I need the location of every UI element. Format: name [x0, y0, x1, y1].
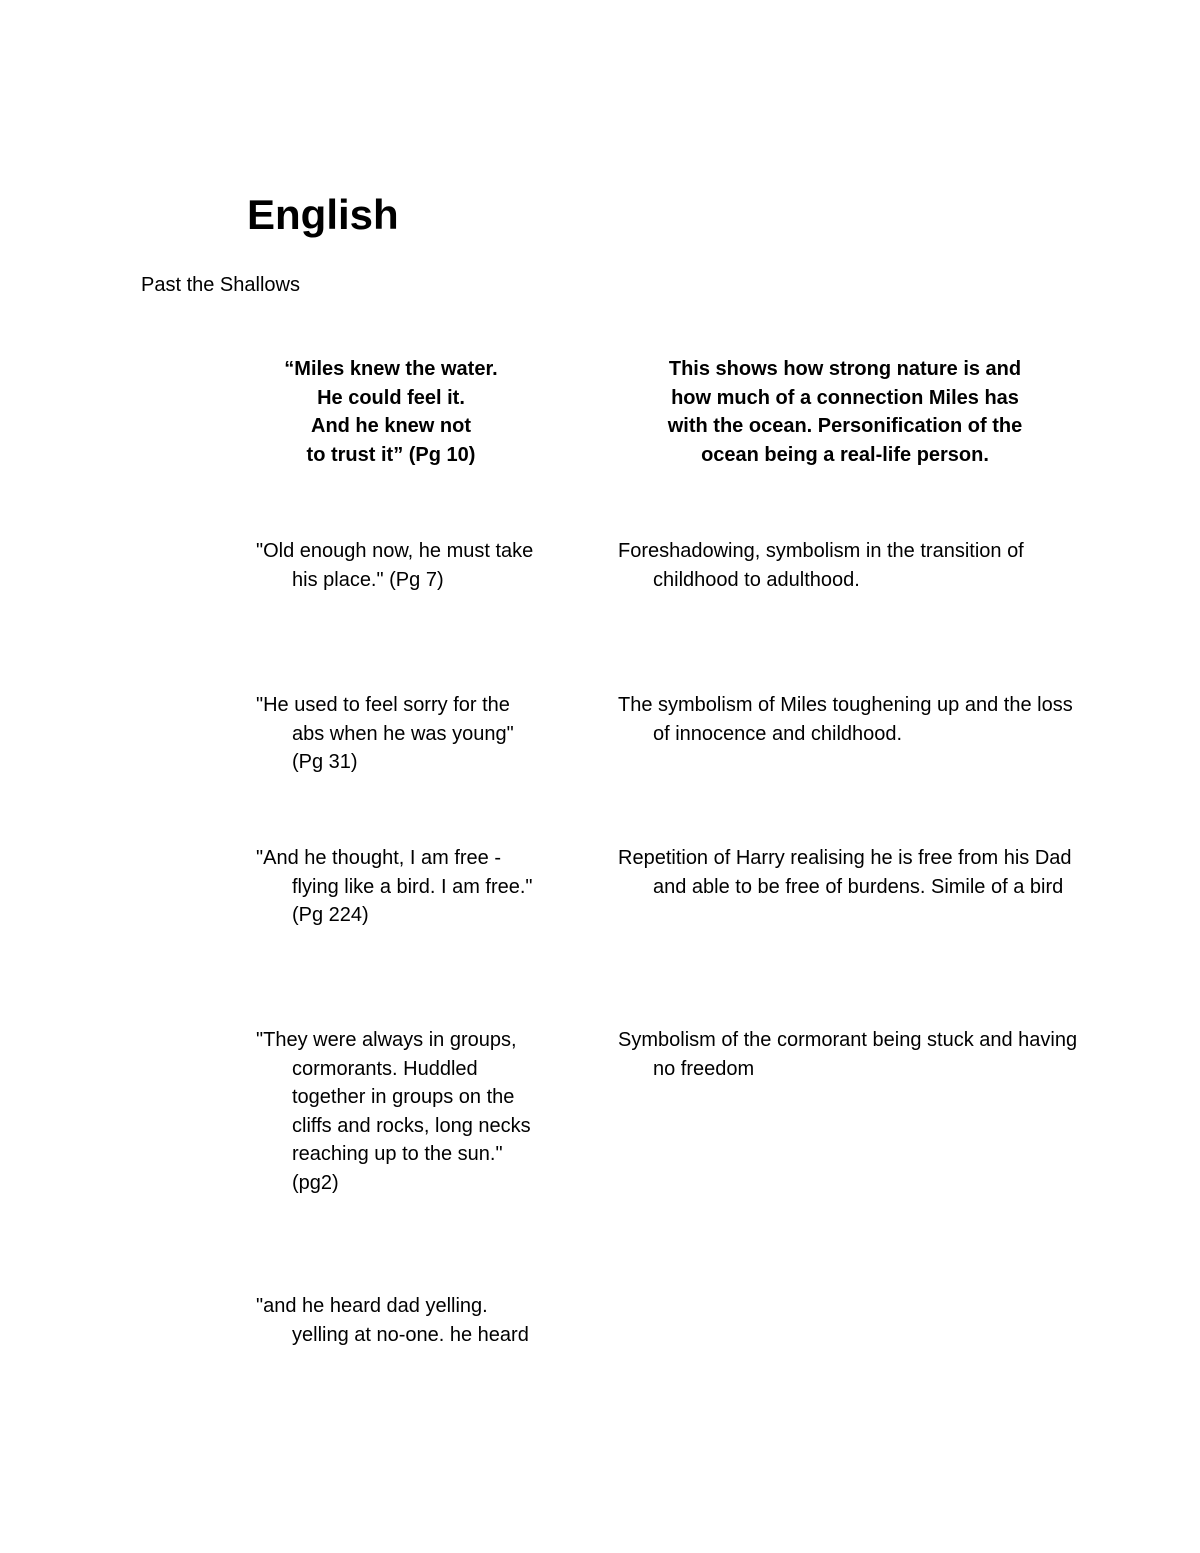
analysis-text: Repetition of Harry realising he is free from his Dad and able to be free of burdens. Simile of a bird: [618, 847, 1072, 898]
bold-quote-line: to trust it” (Pg 10): [306, 443, 476, 466]
bold-note-cell: [600, 355, 1090, 469]
quote-text: "Old enough now, he must take his place." (Pg 7): [256, 540, 534, 591]
analysis-text: Symbolism of the cormorant being stuck and having no freedom: [618, 1029, 1078, 1080]
bold-quote-cell: [256, 355, 526, 469]
analysis-text: Foreshadowing, symbolism in the transition of childhood to adulthood.: [618, 540, 1024, 591]
bold-quote-line: And he knew not: [311, 415, 471, 438]
analysis-text: The symbolism of Miles toughening up and the loss of innocence and childhood.: [618, 694, 1073, 745]
quote-text: "And he thought, I am free - flying like a bird. I am free." (Pg 224): [256, 847, 533, 927]
bold-quote-line: He could feel it.: [317, 386, 465, 409]
document-subtitle: Past the Shallows: [141, 274, 300, 296]
bold-quote-line: “Miles knew the water.: [284, 358, 498, 380]
document-title: English: [247, 191, 399, 238]
quote-text: "and he heard dad yelling. yelling at no-one. he heard: [256, 1295, 529, 1346]
bold-note-line: This shows how strong nature is and: [668, 358, 1022, 380]
bold-note-line: how much of a connection Miles has: [671, 386, 1019, 409]
bold-note-line: with the ocean. Personification of the: [667, 415, 1023, 438]
bold-note-line: ocean being a real-life person.: [701, 443, 989, 466]
quote-text: "He used to feel sorry for the abs when he was young" (Pg 31): [256, 694, 514, 774]
quote-text: "They were always in groups, cormorants. Huddled together in groups on the cliffs and rocks, long necks reaching up to the sun." (pg2): [256, 1029, 531, 1194]
